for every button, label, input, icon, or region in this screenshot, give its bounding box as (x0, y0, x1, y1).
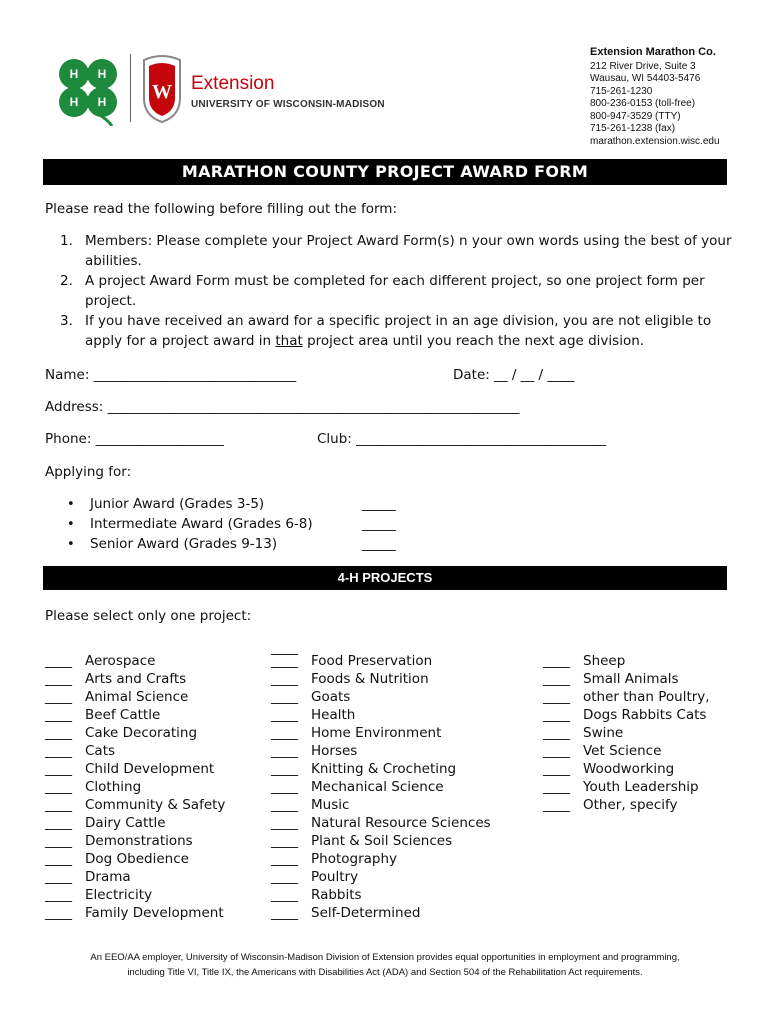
contact-website: marathon.extension.wisc.edu (590, 135, 720, 147)
project-item[interactable]: ____ Woodworking (543, 761, 675, 777)
project-item[interactable]: ____ Animal Science (45, 689, 189, 705)
contact-line: Wausau, WI 54403-5476 (590, 73, 701, 84)
project-item[interactable]: ____ Small Animals (543, 671, 679, 687)
projects-heading: 4-H PROJECTS (43, 566, 727, 590)
svg-text:H: H (69, 95, 79, 109)
project-item[interactable]: ____ Horses (271, 743, 358, 759)
project-item[interactable]: ____ Food Preservation (271, 653, 433, 669)
contact-block (590, 46, 720, 148)
project-blank[interactable]: ____ (271, 640, 298, 656)
project-item[interactable]: ____ Arts and Crafts (45, 671, 187, 687)
project-item[interactable]: ____ Swine (543, 725, 624, 741)
instruction-number: 1. (60, 233, 73, 249)
instruction-text: If you have received an award for a specific project in an age division, you are not eligible to apply for a project award in that project area until you reach the next age division. (85, 313, 712, 349)
project-item[interactable]: ____ Music (271, 797, 350, 813)
project-item[interactable]: ____ Dogs Rabbits Cats (543, 707, 707, 723)
project-item[interactable]: ____ Community & Safety (45, 797, 226, 813)
bullet-icon: • (67, 537, 75, 552)
award-option-label: Junior Award (Grades 3-5) (90, 496, 265, 512)
award-option-blank[interactable]: _____ (362, 516, 396, 532)
contact-line: 212 River Drive, Suite 3 (590, 60, 696, 72)
project-item[interactable]: ____ other than Poultry, (543, 689, 710, 705)
project-item[interactable]: ____ Health (271, 707, 356, 723)
university-wordmark: UNIVERSITY OF WISCONSIN-MADISON (191, 99, 385, 110)
date-field[interactable]: Date: __ / __ / ____ (453, 367, 575, 383)
form-title: MARATHON COUNTY PROJECT AWARD FORM (43, 159, 727, 185)
logo-divider (130, 54, 131, 122)
bullet-icon: • (67, 517, 75, 532)
contact-line: 800-947-3529 (TTY) (590, 110, 681, 122)
project-item[interactable]: ____ Child Development (45, 761, 215, 777)
award-option-blank[interactable]: _____ (362, 496, 396, 512)
contact-line: 715-261-1230 (590, 85, 653, 97)
project-item[interactable]: ____ Demonstrations (45, 833, 193, 849)
footer-line: including Title VI, Title IX, the Americans with Disabilities Act (ADA) and Section 504 of the Rehabilitation Act requirements. (127, 967, 643, 978)
footer (40, 950, 730, 980)
project-item[interactable]: ____ Other, specify (543, 797, 678, 813)
address-field[interactable]: Address: _____________________________________________________________ (45, 399, 520, 415)
project-item[interactable]: ____ Cats (45, 743, 116, 759)
club-field[interactable]: Club: _____________________________________ (317, 431, 606, 447)
project-item[interactable]: ____ Mechanical Science (271, 779, 444, 795)
project-item[interactable]: ____ Dog Obedience (45, 851, 189, 867)
project-item[interactable]: ____ Foods & Nutrition (271, 671, 429, 687)
instruction-number: 2. (60, 273, 73, 289)
uw-crest-logo (140, 54, 184, 124)
project-item[interactable]: ____ Self-Determined (271, 905, 421, 921)
project-item[interactable]: ____ Family Development (45, 905, 224, 921)
project-item[interactable]: ____ Cake Decorating (45, 725, 198, 741)
projects-instruction: Please select only one project: (45, 608, 252, 624)
projects-column-1 (45, 652, 225, 922)
name-field[interactable]: Name: ______________________________ (45, 367, 297, 383)
intro-text: Please read the following before filling out the form: (45, 201, 398, 217)
project-item[interactable]: ____ Rabbits (271, 887, 362, 903)
project-item[interactable]: ____ Clothing (45, 779, 142, 795)
instruction-number: 3. (60, 313, 73, 329)
project-item[interactable]: ____ Beef Cattle (45, 707, 161, 723)
project-item[interactable]: ____ Sheep (543, 653, 626, 669)
project-item[interactable]: ____ Drama (45, 869, 131, 885)
award-option-blank[interactable]: _____ (362, 536, 396, 552)
project-item[interactable]: ____ Electricity (45, 887, 153, 903)
project-item[interactable]: ____ Natural Resource Sciences (271, 815, 491, 831)
4h-clover-logo (52, 54, 124, 126)
project-item[interactable]: ____ Goats (271, 689, 351, 705)
award-option-label: Intermediate Award (Grades 6-8) (90, 516, 313, 532)
project-item[interactable]: ____ Knitting & Crocheting (271, 761, 457, 777)
svg-text:W: W (152, 81, 172, 103)
project-item[interactable]: ____ Dairy Cattle (45, 815, 166, 831)
instruction-text: Members: Please complete your Project Award Form(s) n your own words using the best of your abilities. (85, 233, 732, 269)
bullet-icon: • (67, 497, 75, 512)
svg-text:H: H (97, 67, 107, 81)
contact-line: 715-261-1238 (fax) (590, 123, 676, 134)
project-item[interactable]: ____ Vet Science (543, 743, 662, 759)
projects-column-3 (543, 652, 710, 814)
phone-field[interactable]: Phone: ___________________ (45, 431, 224, 447)
award-option-label: Senior Award (Grades 9-13) (90, 536, 278, 552)
svg-text:H: H (97, 95, 107, 109)
project-item[interactable]: ____ Poultry (271, 869, 359, 885)
project-item[interactable]: ____ Aerospace (45, 653, 156, 669)
project-item[interactable]: ____ Youth Leadership (543, 779, 699, 795)
contact-org: Extension Marathon Co. (590, 46, 716, 58)
instruction-text: A project Award Form must be completed for each different project, so one project form per project. (85, 273, 705, 309)
contact-line: 800-236-0153 (toll-free) (590, 98, 696, 109)
project-item[interactable]: ____ Home Environment (271, 725, 442, 741)
svg-text:H: H (69, 67, 79, 81)
projects-column-2 (271, 652, 491, 922)
applying-for-label: Applying for: (45, 464, 132, 480)
extension-wordmark: Extension (191, 73, 275, 94)
footer-line: An EEO/AA employer, University of Wisconsin-Madison Division of Extension provides equal opportunities in employment and programming, (90, 952, 680, 963)
project-item[interactable]: ____ Plant & Soil Sciences (271, 833, 453, 849)
project-item[interactable]: ____ Photography (271, 851, 398, 867)
